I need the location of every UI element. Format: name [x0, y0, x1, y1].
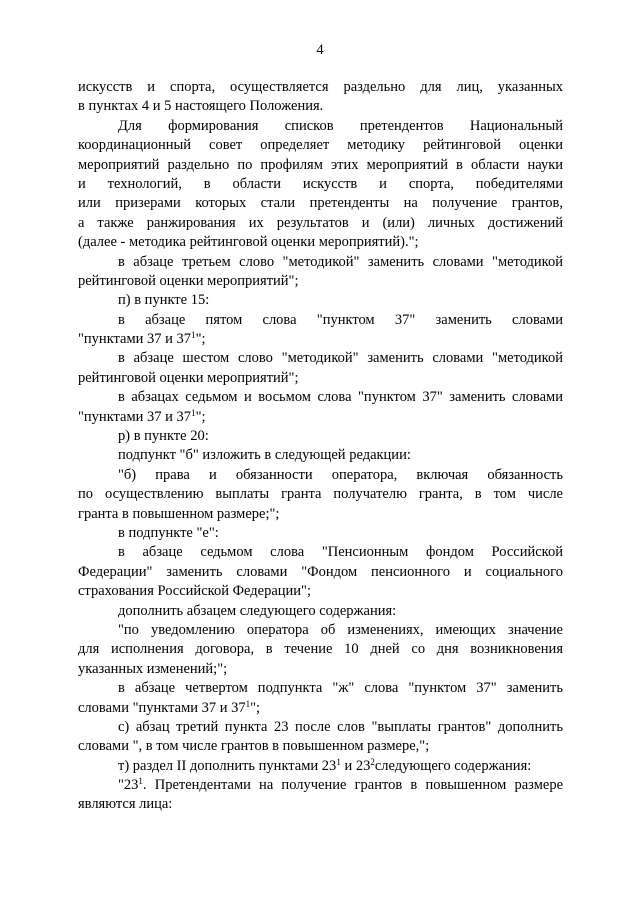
- text-line: [78, 156, 563, 175]
- superscript: 1: [138, 776, 143, 787]
- line-text-after: . Претендентами на получение грантов в повышенном размере: [142, 777, 563, 794]
- line-text: указанных изменений;";: [78, 660, 228, 677]
- line-text: п) в пункте 15:: [118, 292, 210, 309]
- text-line: [78, 524, 563, 543]
- line-text-after: ";: [195, 331, 206, 348]
- line-text: дополнить абзацем следующего содержания:: [118, 602, 397, 619]
- text-line: [78, 194, 563, 213]
- line-text: Федерации" заменить словами "Фондом пенсионного и социального: [78, 563, 563, 580]
- text-line: [78, 640, 563, 659]
- line-text: т) раздел II дополнить пунктами 23: [118, 757, 337, 774]
- superscript: 1: [336, 756, 341, 767]
- line-text: словами "пунктами 37 и 37: [78, 699, 246, 716]
- text-line: [78, 679, 563, 698]
- text-line: [78, 253, 563, 272]
- line-text: рейтинговой оценки мероприятий";: [78, 272, 299, 289]
- text-line: [78, 214, 563, 233]
- line-text: в абзаце шестом слово "методикой" заменить словами "методикой: [118, 350, 563, 367]
- document-body: [78, 78, 563, 815]
- line-text-after: ";: [195, 408, 206, 425]
- text-line: [78, 466, 563, 485]
- line-text: а также ранжирования их результатов и (или) личных достижений: [78, 214, 563, 231]
- line-text: и технологий, в области искусств и спорта, победителями: [78, 175, 563, 192]
- superscript: 1: [191, 407, 196, 418]
- text-line: [78, 485, 563, 504]
- line-text: с) абзац третий пункта 23 после слов "выплаты грантов" дополнить: [118, 718, 563, 735]
- text-line: [78, 543, 563, 562]
- line-text: "23: [118, 777, 139, 794]
- line-text: рейтинговой оценки мероприятий";: [78, 369, 299, 386]
- text-line: [78, 136, 563, 155]
- text-line: [78, 117, 563, 136]
- text-line: [78, 427, 563, 446]
- text-line: [78, 97, 563, 116]
- line-text: по осуществлению выплаты гранта получателю гранта, в том числе: [78, 486, 563, 503]
- text-line: [78, 330, 563, 349]
- line-text: (далее - методика рейтинговой оценки мероприятий).";: [78, 234, 419, 251]
- line-text: в абзаце третьем слово "методикой" заменить словами "методикой: [118, 253, 563, 270]
- text-line: [78, 446, 563, 465]
- line-text: мероприятий раздельно по профилям этих мероприятий в области науки: [78, 156, 563, 173]
- line-text: "пунктами 37 и 37: [78, 408, 192, 425]
- line-text: гранта в повышенном размере;";: [78, 505, 280, 522]
- line-text: в абзаце седьмом слова "Пенсионным фондом Российской: [118, 544, 563, 561]
- line-text: в абзаце пятом слова "пунктом 37" заменить словами: [118, 311, 563, 328]
- line-text: искусств и спорта, осуществляется раздельно для лиц, указанных: [78, 79, 563, 95]
- line-text: являются лица:: [78, 796, 173, 813]
- line-text-after: и 23: [340, 757, 371, 774]
- text-line: [78, 795, 563, 814]
- text-line: [78, 621, 563, 640]
- text-line: [78, 776, 563, 795]
- line-text: в абзацах седьмом и восьмом слова "пунктом 37" заменить словами: [118, 389, 563, 406]
- text-line: [78, 505, 563, 524]
- text-line: [78, 602, 563, 621]
- line-text: в подпункте "е":: [118, 524, 219, 541]
- text-line: [78, 291, 563, 310]
- line-text: р) в пункте 20:: [118, 428, 209, 445]
- line-text: или призерами которых стали претенденты на получение грантов,: [78, 195, 563, 212]
- text-line: [78, 78, 563, 97]
- page-number: 4: [316, 42, 324, 58]
- line-text: в абзаце четвертом подпункта "ж" слова "пунктом 37" заменить: [118, 680, 563, 697]
- line-text: координационный совет определяет методику рейтинговой оценки: [78, 137, 563, 154]
- line-text: словами ", в том числе грантов в повышенном размере,";: [78, 738, 430, 755]
- text-line: [78, 175, 563, 194]
- text-line: [78, 349, 563, 368]
- text-line: [78, 311, 563, 330]
- text-line: [78, 660, 563, 679]
- line-text: подпункт "б" изложить в следующей редакции:: [118, 447, 411, 464]
- text-line: [78, 272, 563, 291]
- line-text-after: ";: [250, 699, 261, 716]
- line-text-after: следующего содержания:: [374, 757, 532, 774]
- line-text: "пунктами 37 и 37: [78, 331, 192, 348]
- line-text: "по уведомлению оператора об изменениях, имеющих значение: [118, 621, 563, 638]
- line-text: страхования Российской Федерации";: [78, 583, 311, 600]
- line-text: для исполнения договора, в течение 10 дней со дня возникновения: [78, 641, 563, 658]
- superscript: 1: [245, 698, 251, 709]
- text-line: [78, 369, 563, 388]
- text-line: [78, 757, 563, 776]
- text-line: [78, 737, 563, 756]
- text-line: [78, 699, 563, 718]
- superscript: 2: [370, 756, 375, 767]
- line-text: "б) права и обязанности оператора, включая обязанность: [118, 466, 563, 483]
- text-line: [78, 408, 563, 427]
- text-line: [78, 388, 563, 407]
- text-line: [78, 233, 563, 252]
- text-line: [78, 718, 563, 737]
- superscript: 1: [191, 330, 196, 341]
- text-line: [78, 563, 563, 582]
- text-line: [78, 582, 563, 601]
- line-text: Для формирования списков претендентов Национальный: [118, 117, 563, 134]
- line-text: в пунктах 4 и 5 настоящего Положения.: [78, 98, 324, 115]
